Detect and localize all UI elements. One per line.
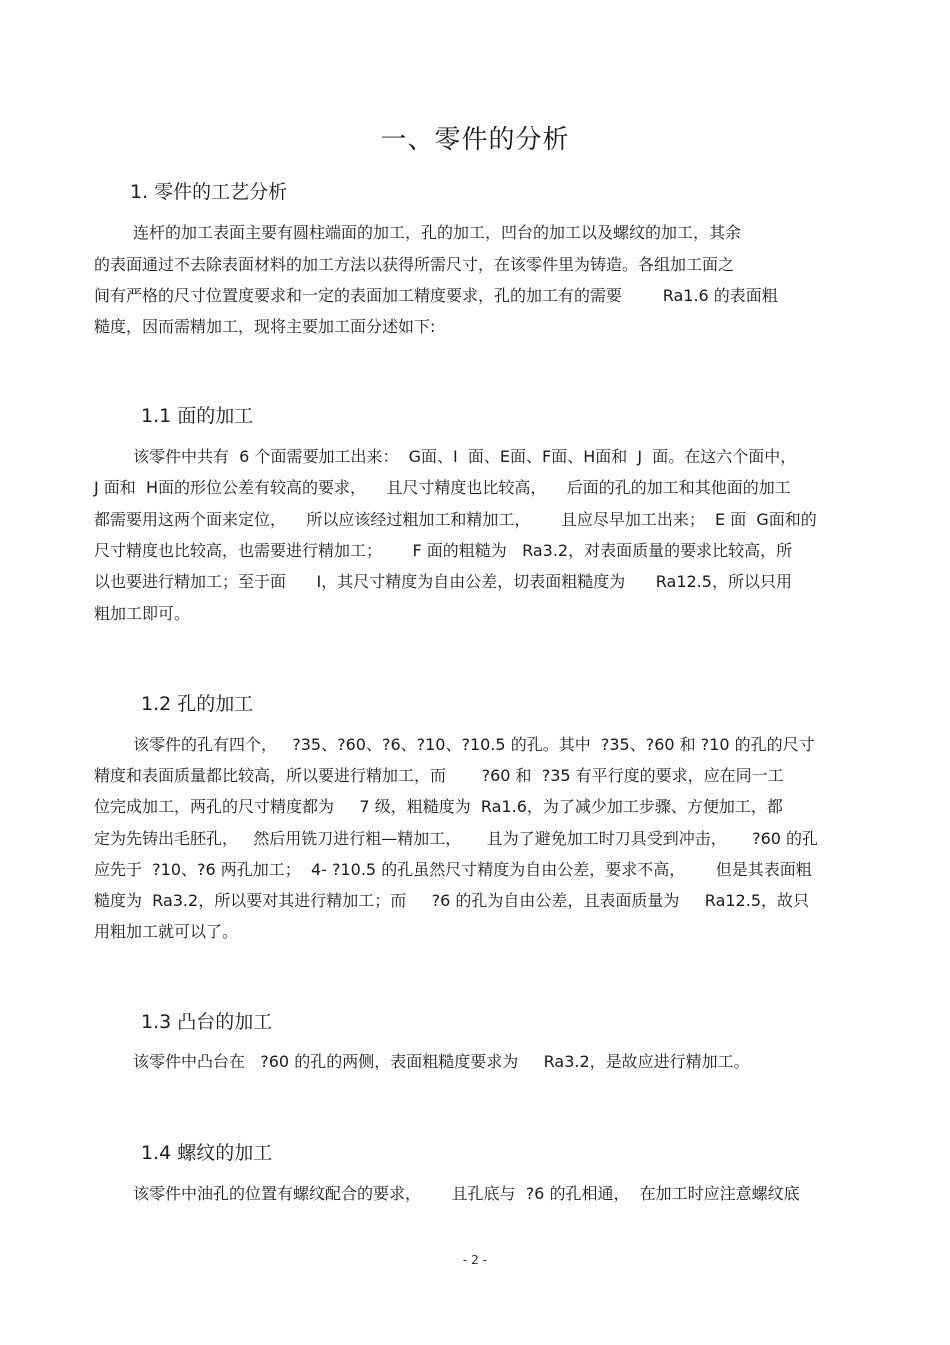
- paragraph-line: 该零件中凸台在 ?60 的孔的两侧，表面粗糙度要求为 Ra3.2，是故应进行精加工。: [133, 1052, 750, 1071]
- paragraph-line: 糙度，因而需精加工，现将主要加工面分述如下:: [94, 317, 436, 336]
- paragraph-line: 以也要进行精加工；至于面 I，其尺寸精度为自由公差，切表面粗糙度为 Ra12.5，所以只用: [94, 572, 792, 591]
- page-title: 一、零件的分析: [380, 125, 570, 155]
- paragraph-line: 的表面通过不去除表面材料的加工方法以获得所需尺寸，在该零件里为铸造。各组加工面之: [94, 255, 735, 274]
- paragraph-line: 精度和表面质量都比较高，所以要进行精加工，而 ?60 和 ?35 有平行度的要求，应在同一工: [94, 766, 784, 785]
- section-heading-1-1: 1.1 面的加工: [141, 405, 254, 427]
- paragraph-line: 该零件中油孔的位置有螺纹配合的要求， 且孔底与 ?6 的孔相通， 在加工时应注意螺纹底: [133, 1184, 800, 1203]
- paragraph-line: 定为先铸出毛胚孔， 然后用铣刀进行粗—精加工， 且为了避免加工时刀具受到冲击， ?60 的孔: [94, 829, 819, 848]
- paragraph-line: 应先于 ?10、?6 两孔加工； 4- ?10.5 的孔虽然尺寸精度为自由公差，要求不高， 但是其表面粗: [94, 860, 812, 879]
- paragraph-line: 糙度为 Ra3.2，所以要对其进行精加工；而 ?6 的孔为自由公差，且表面质量为 Ra12.5，故只: [94, 891, 810, 910]
- paragraph-line: 用粗加工就可以了。: [94, 922, 239, 941]
- paragraph-line: 间有严格的尺寸位置度要求和一定的表面加工精度要求，孔的加工有的需要 Ra1.6 的表面粗: [94, 286, 778, 305]
- paragraph-line: 尺寸精度也比较高，也需要进行精加工； F 面的粗糙为 Ra3.2，对表面质量的要求比较高，所: [94, 541, 793, 560]
- section-heading-1-4: 1.4 螺纹的加工: [141, 1142, 273, 1164]
- paragraph-line: J 面和 H面的形位公差有较高的要求， 且尺寸精度也比较高， 后面的孔的加工和其他面的加工: [94, 478, 791, 497]
- page-number: - 2 -: [463, 1253, 487, 1267]
- paragraph-line: 粗加工即可。: [94, 604, 191, 623]
- section-heading-1-3: 1.3 凸台的加工: [141, 1011, 273, 1033]
- section-heading-1-2: 1.2 孔的加工: [141, 693, 254, 715]
- paragraph-line: 都需要用这两个面来定位， 所以应该经过粗加工和精加工， 且应尽早加工出来； E 面 G面和的: [94, 510, 817, 529]
- paragraph-line: 连杆的加工表面主要有圆柱端面的加工，孔的加工，凹台的加工以及螺纹的加工，其余: [133, 223, 742, 242]
- paragraph-line: 位完成加工，两孔的尺寸精度都为 7 级，粗糙度为 Ra1.6，为了减少加工步骤、方便加工，都: [94, 797, 783, 816]
- paragraph-line: 该零件中共有 6 个面需要加工出来： G面、I 面、E面、F面、H面和 J 面。在这六个面中，: [133, 447, 797, 466]
- paragraph-line: 该零件的孔有四个， ?35、?60、?6、?10、?10.5 的孔。其中 ?35、?60 和 ?10 的孔的尺寸: [133, 735, 815, 754]
- section-heading-1: 1. 零件的工艺分析: [130, 181, 288, 203]
